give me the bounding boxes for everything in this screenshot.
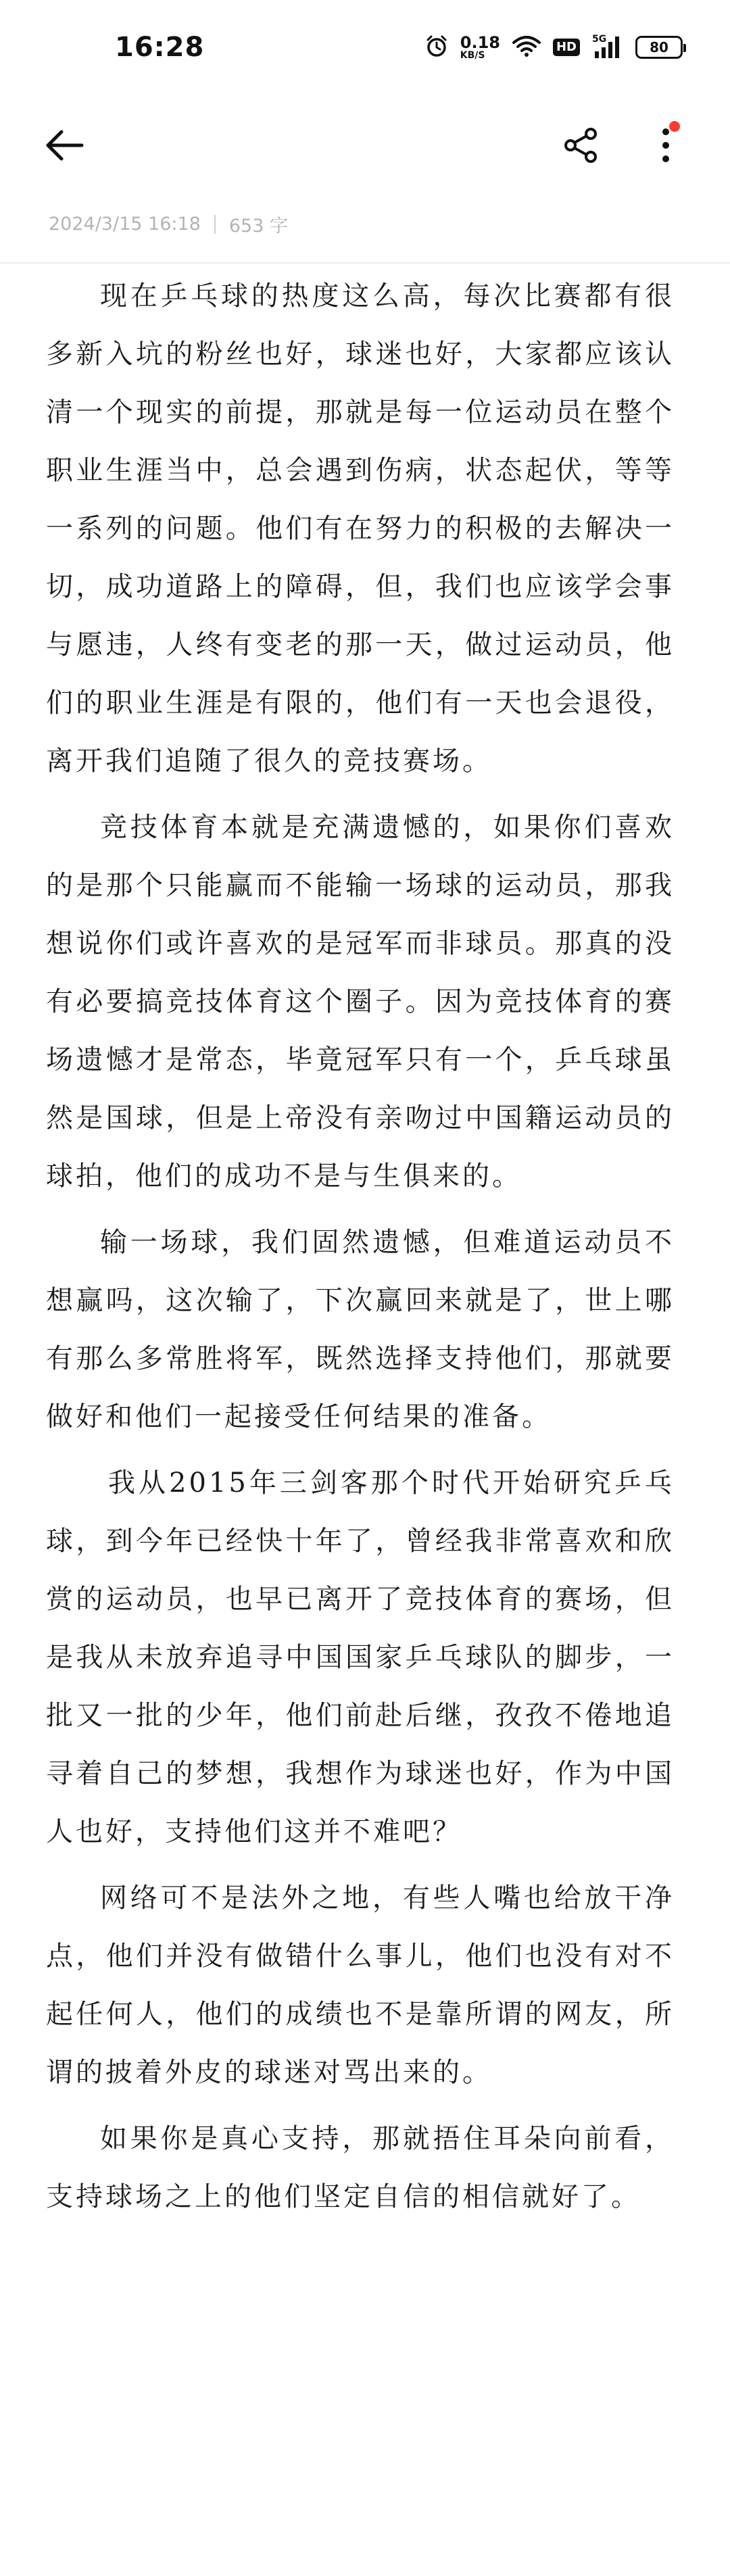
more-button[interactable] — [642, 118, 689, 172]
net-speed-unit: KB/S — [460, 50, 485, 61]
paragraph-5: 网络可不是法外之地，有些人嘴也给放干净点，他们并没有做错什么事儿，他们也没有对不起任何人，他们的成绩也不是靠所谓的网友，所谓的披着外皮的球迷对骂出来的。 — [46, 1882, 675, 2088]
signal-icon — [592, 35, 623, 59]
share-button[interactable] — [554, 122, 608, 169]
note-body[interactable] — [46, 267, 675, 2234]
back-arrow-icon — [44, 128, 84, 162]
paragraph-2: 竞技体育本就是充满遗憾的，如果你们喜欢的是那个只能赢而不能输一场球的运动员，那我想说你们或许喜欢的是冠军而非球员。那真的没有必要搞竞技体育这个圈子。因为竞技体育的赛场遗憾才是常态，毕竟冠军只有一个，乒乓球虽然是国球，但是上帝没有亲吻过中国籍运动员的球拍，他们的成功不是与生俱来的。 — [46, 812, 675, 1192]
meta-separator — [214, 215, 216, 234]
alarm-icon — [425, 34, 448, 60]
paragraph-1: 现在乒乓球的热度这么高，每次比赛都有很多新入坑的粉丝也好，球迷也好，大家都应该认清一个现实的前提，那就是每一位运动员在整个职业生涯当中，总会遇到伤病，状态起伏，等等一系列的问题。他们有在努力的积极的去解决一切，成功道路上的障碍，但，我们也应该学会事与愿违，人终有变老的那一天，做过运动员，他们的职业生涯是有限的，他们有一天也会退役，离开我们追随了很久的竞技赛场。 — [46, 281, 675, 777]
battery-icon — [635, 36, 683, 59]
battery-level: 80 — [650, 39, 668, 55]
divider — [0, 262, 730, 264]
paragraph-3: 输一场球，我们固然遗憾，但难道运动员不想赢吗，这次输了，下次赢回来就是了，世上哪有那么多常胜将军，既然选择支持他们，那就要做好和他们一起接受任何结果的准备。 — [46, 1227, 675, 1432]
note-datetime: 2024/3/15 16:18 — [49, 214, 201, 235]
net-speed — [460, 34, 500, 60]
notification-dot — [669, 121, 680, 132]
wifi-icon — [512, 34, 541, 60]
paragraph-6: 如果你是真心支持，那就捂住耳朵向前看，支持球场之上的他们坚定自信的相信就好了。 — [46, 2123, 675, 2212]
word-count: 653 字 — [228, 216, 288, 237]
status-icons — [425, 34, 683, 60]
hd-badge: HD — [553, 39, 580, 56]
more-vertical-icon — [659, 125, 673, 166]
note-meta — [49, 211, 288, 237]
net-speed-value: 0.18 — [460, 33, 500, 52]
paragraph-4: 我从2015年三剑客那个时代开始研究乒乓球，到今年已经快十年了，曾经我非常喜欢和欣赏的运动员，也早已离开了竞技体育的赛场，但是我从未放弃追寻中国国家乒乓球队的脚步，一批又一批的少年，他们前赴后继，孜孜不倦地追寻着自己的梦想，我想作为球迷也好，作为中国人也好，支持他们这并不难吧？ — [46, 1467, 675, 1847]
status-bar — [0, 0, 730, 95]
signal-label: 5G — [592, 34, 607, 45]
back-button[interactable] — [37, 122, 91, 169]
status-time: 16:28 — [115, 32, 205, 63]
toolbar — [0, 101, 730, 189]
share-icon — [562, 126, 600, 164]
